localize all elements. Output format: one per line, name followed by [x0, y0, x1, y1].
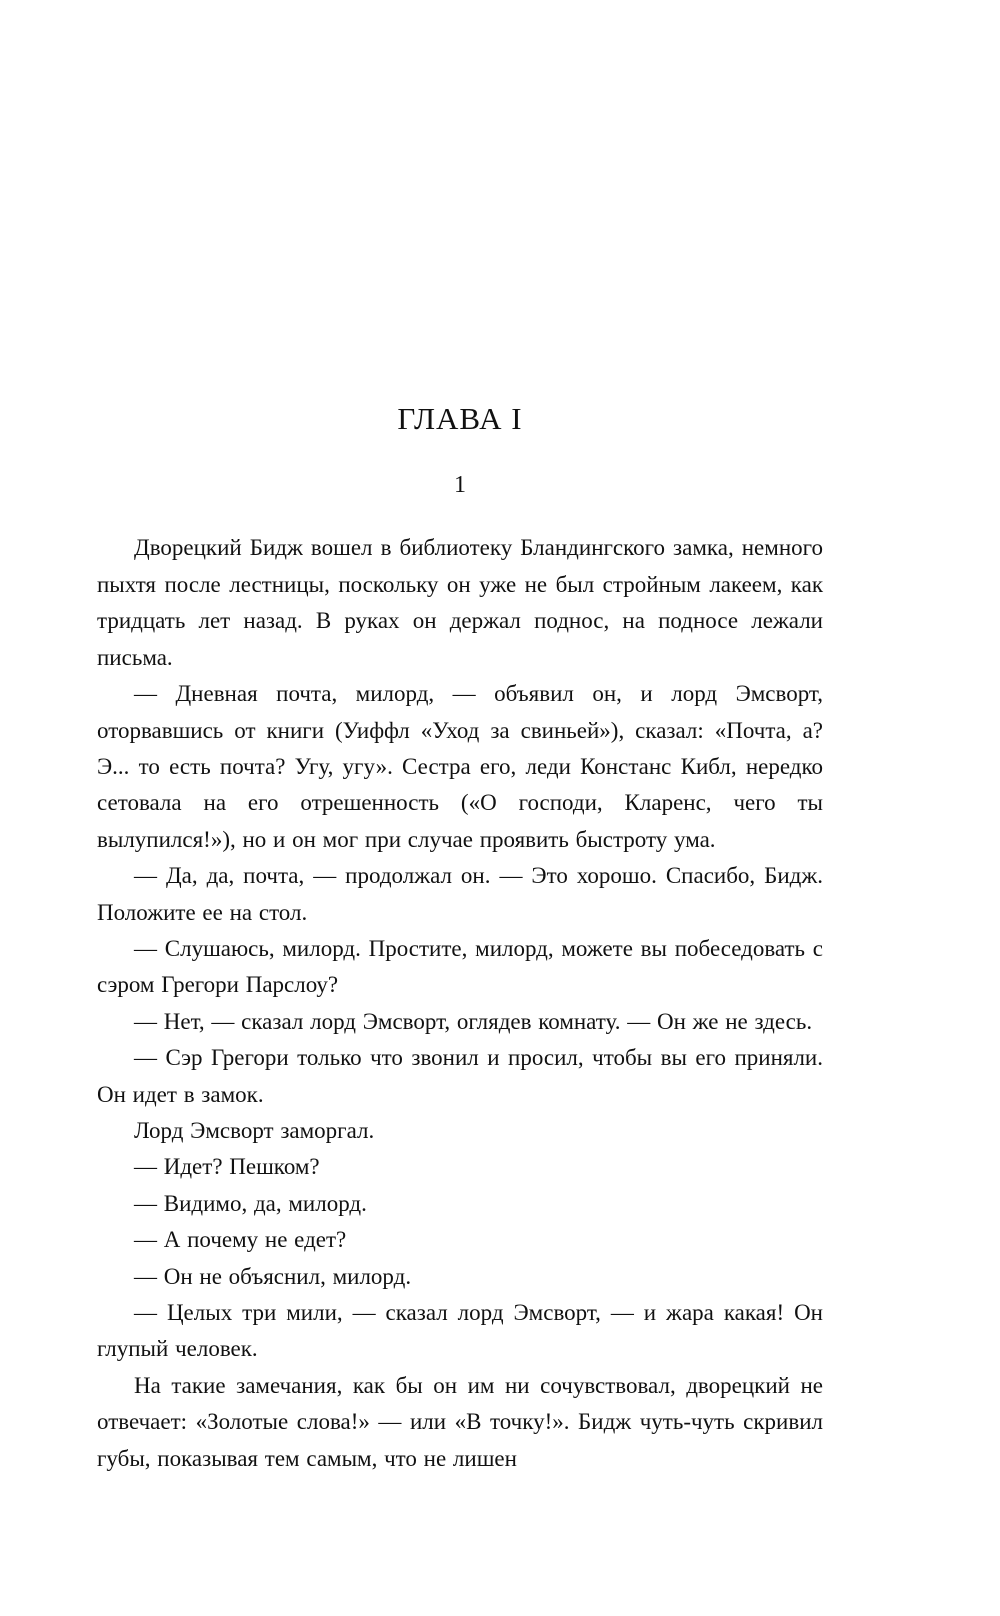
paragraph: — Слушаюсь, милорд. Простите, милорд, можете вы побеседовать с сэром Грегори Парслоу?	[97, 935, 823, 998]
paragraph: — А почему не едет?	[134, 1227, 347, 1253]
paragraph: — Идет? Пешком?	[134, 1154, 320, 1180]
paragraph: — Дневная почта, милорд, — объявил он, и лорд Эмсворт, оторвавшись от книги (Уиффл «Уход за свиньей»), сказал: «Почта, а? Э... то есть почта? Угу, угу». Сестра его, леди Констанс Кибл, нередко сетовала на его отрешенность («О господи, Кларенс, чего ты вылупился!»), но и он мог при случае проявить быстроту ума.	[97, 681, 823, 852]
book-page	[97, 0, 823, 1477]
chapter-title: ГЛАВА I	[397, 401, 523, 436]
paragraph: — Он не объяснил, милорд.	[134, 1263, 412, 1289]
paragraph: На такие замечания, как бы он им ни сочувствовал, дворецкий не отвечает: «Золотые слова!» — или «В точку!». Бидж чуть-чуть скривил губы, показывая тем самым, что не лишен	[97, 1372, 823, 1471]
section-number: 1	[454, 472, 466, 499]
paragraph: Лорд Эмсворт заморгал.	[134, 1117, 375, 1143]
paragraph: — Да, да, почта, — продолжал он. — Это хорошо. Спасибо, Бидж. Положите ее на стол.	[97, 863, 823, 925]
paragraph: — Нет, — сказал лорд Эмсворт, оглядев комнату. — Он же не здесь.	[134, 1008, 813, 1034]
paragraph: — Видимо, да, милорд.	[134, 1190, 367, 1216]
paragraph: — Целых три мили, — сказал лорд Эмсворт, — и жара какая! Он глупый человек.	[97, 1300, 823, 1362]
paragraph: — Сэр Грегори только что звонил и просил, чтобы вы его приняли. Он идет в замок.	[97, 1045, 823, 1107]
paragraph: Дворецкий Бидж вошел в библиотеку Бландингского замка, немного пыхтя после лестницы, поскольку он уже не был стройным лакеем, как тридцать лет назад. В руках он держал поднос, на подносе лежали письма.	[97, 535, 823, 670]
body-text	[97, 530, 823, 1477]
